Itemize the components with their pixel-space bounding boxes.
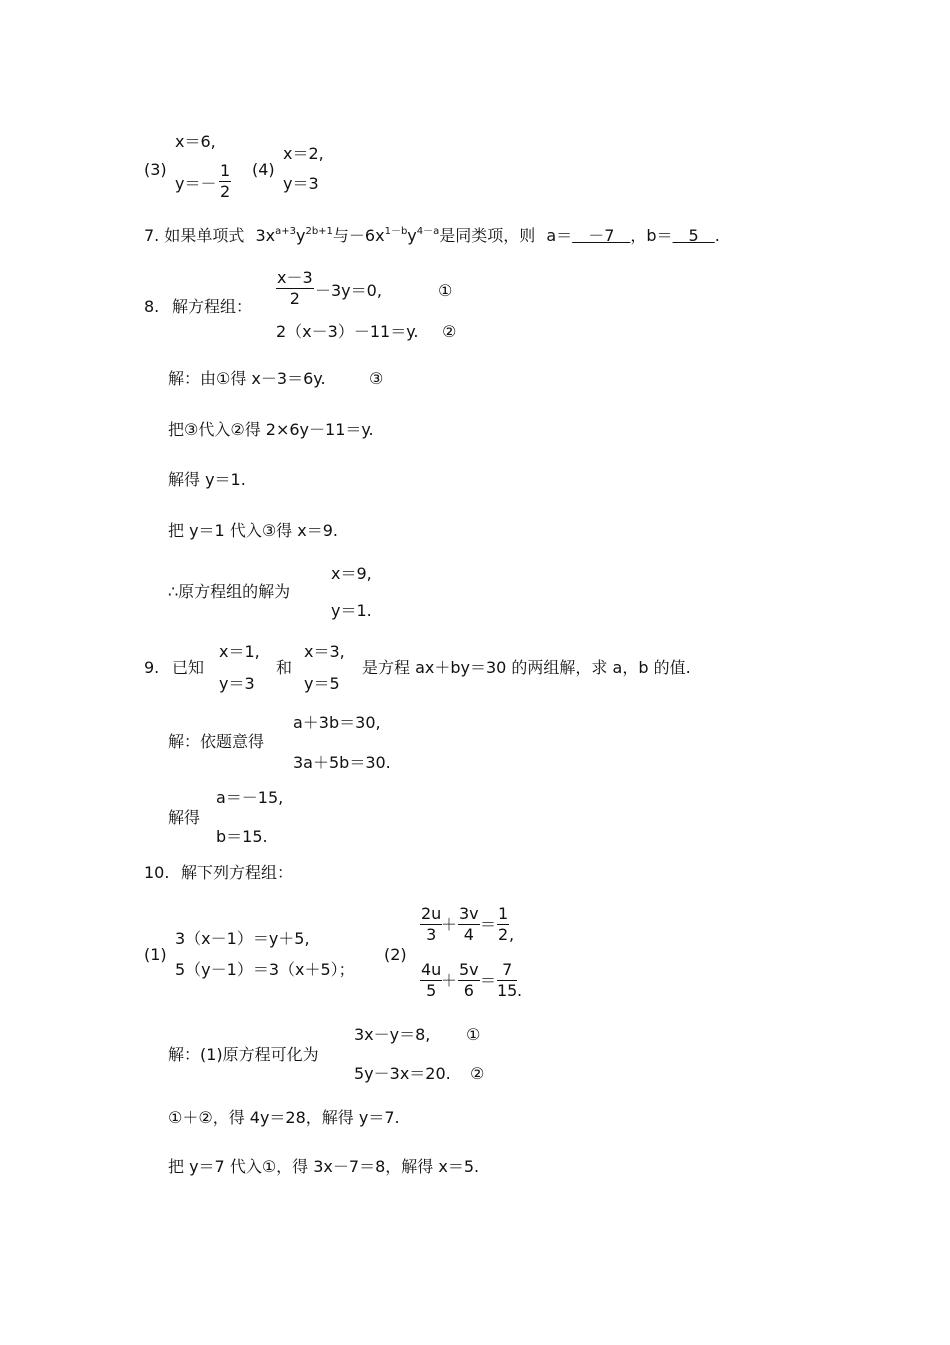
part-4-y: y＝3 xyxy=(283,174,319,193)
part-3-fraction: 1 2 xyxy=(220,161,231,201)
problem-number: 10. xyxy=(144,863,170,882)
part-4-label: (4) xyxy=(252,160,275,179)
frac-5v-6: 5v 6 xyxy=(459,960,479,1000)
problem-number: 9. xyxy=(144,658,160,677)
frac-2u-3: 2u 3 xyxy=(421,904,442,944)
problem-7: 7. 如果单项式 $3x^{a+3}y^{2b+1}$与$-6x^{1-b}y^{4-a}$是同类项，则 a＝ －7 ，b＝ 5 . xyxy=(144,226,720,245)
problem-number: 8. xyxy=(144,297,160,316)
frac-7-15: 7 15 xyxy=(497,960,518,1000)
part-3-label: (3) xyxy=(144,160,167,179)
answer-b: 5 xyxy=(672,226,715,245)
part-4-x: x＝2, xyxy=(283,144,324,163)
eq1-fraction: x－3 2 xyxy=(277,268,313,308)
frac-1-2: 1 2 xyxy=(498,904,509,944)
frac-3v-4: 3v 4 xyxy=(459,904,479,944)
problem-number: 7. xyxy=(144,226,160,245)
part-3-y: y＝－ xyxy=(175,174,217,193)
frac-4u-5: 4u 5 xyxy=(421,960,442,1000)
answer-a: －7 xyxy=(572,226,631,245)
part-3-x: x＝6, xyxy=(175,132,216,151)
